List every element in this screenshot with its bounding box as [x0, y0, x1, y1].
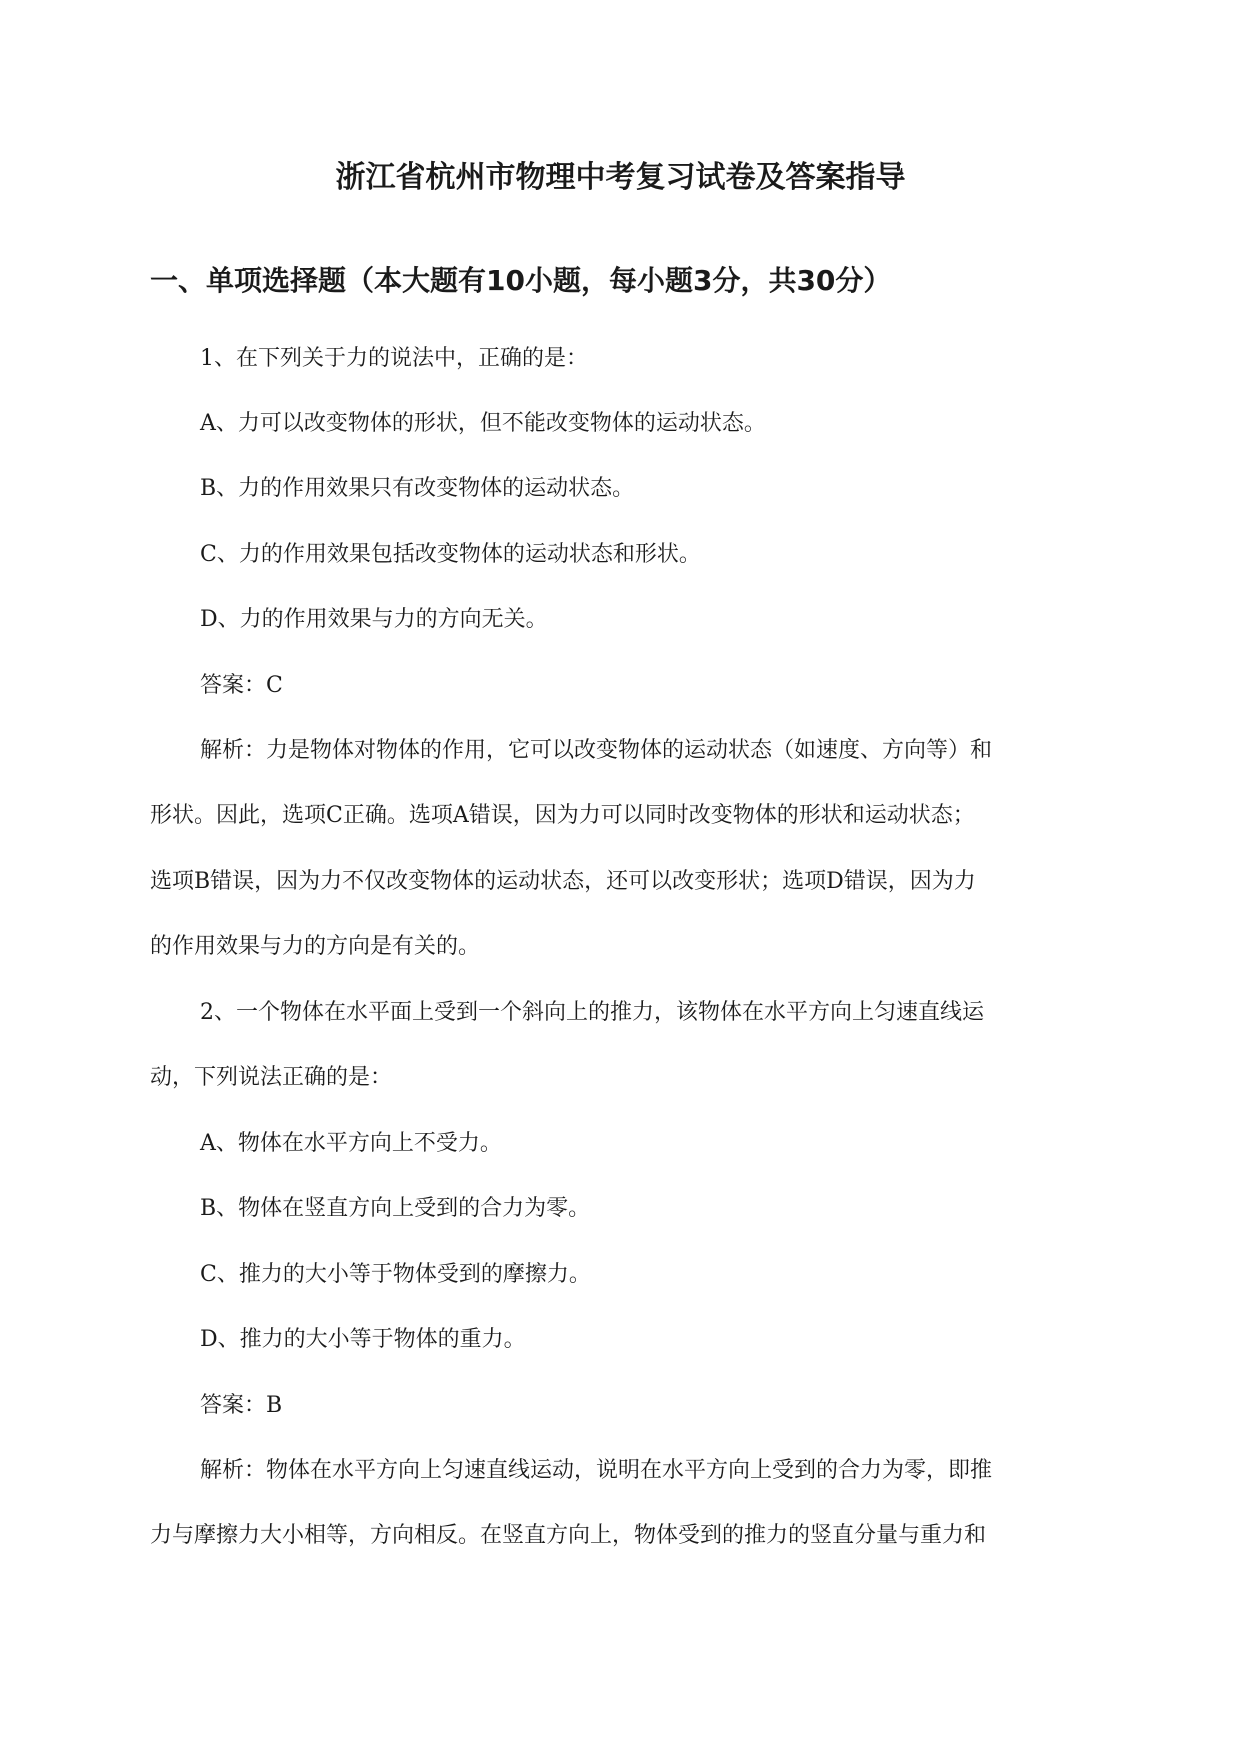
question-2-stem: 动，下列说法正确的是： [150, 1065, 393, 1090]
question-2-stem: 2、一个物体在水平面上受到一个斜向上的推力，该物体在水平方向上匀速直线运 [200, 1000, 984, 1025]
analysis-line: 解析：力是物体对物体的作用，它可以改变物体的运动状态（如速度、方向等）和 [200, 738, 993, 763]
analysis-line: 的作用效果与力的方向是有关的。 [150, 934, 481, 959]
analysis-line: 力与摩擦力大小相等，方向相反。在竖直方向上，物体受到的推力的竖直分量与重力和 [150, 1523, 987, 1548]
analysis-line: 解析：物体在水平方向上匀速直线运动，说明在水平方向上受到的合力为零，即推 [200, 1458, 993, 1483]
question-1-stem: 1、在下列关于力的说法中，正确的是： [200, 346, 588, 371]
question-1-answer: 答案：C [200, 673, 283, 698]
question-1-option-a: A、力可以改变物体的形状，但不能改变物体的运动状态。 [200, 411, 766, 436]
document-title: 浙江省杭州市物理中考复习试卷及答案指导 [335, 160, 906, 195]
analysis-line: 选项B错误，因为力不仅改变物体的运动状态，还可以改变形状；选项D错误，因为力 [150, 869, 976, 894]
question-2-option-a: A、物体在水平方向上不受力。 [200, 1131, 502, 1156]
question-2-option-c: C、推力的大小等于物体受到的摩擦力。 [200, 1262, 591, 1287]
question-2-answer: 答案：B [200, 1393, 283, 1418]
analysis-line: 形状。因此，选项C正确。选项A错误，因为力可以同时改变物体的形状和运动状态； [150, 803, 975, 828]
question-1-option-d: D、力的作用效果与力的方向无关。 [200, 607, 548, 632]
section-heading: 一、单项选择题（本大题有10小题，每小题3分，共30分） [150, 264, 892, 297]
question-1-option-b: B、力的作用效果只有改变物体的运动状态。 [200, 476, 635, 501]
question-2-option-d: D、推力的大小等于物体的重力。 [200, 1327, 526, 1352]
question-2-option-b: B、物体在竖直方向上受到的合力为零。 [200, 1196, 591, 1221]
question-1-option-c: C、力的作用效果包括改变物体的运动状态和形状。 [200, 542, 701, 567]
